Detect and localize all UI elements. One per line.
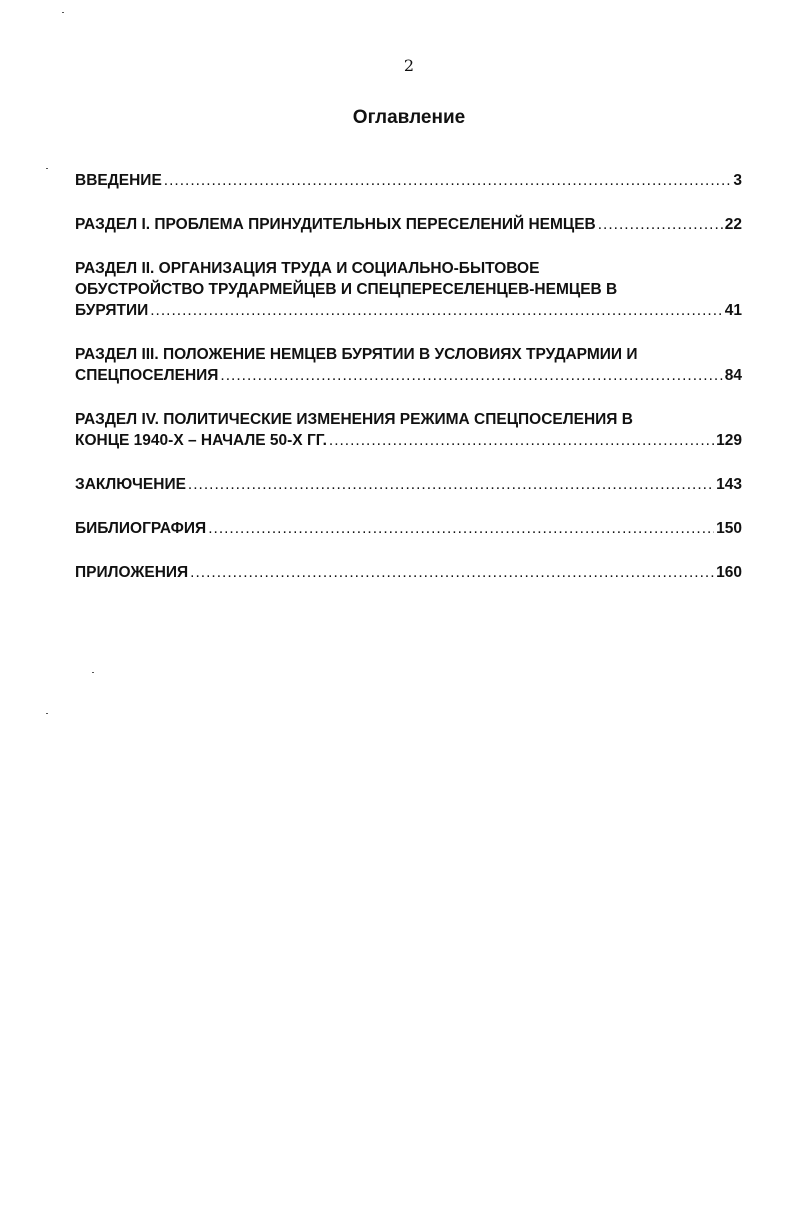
dot-leader	[150, 300, 723, 321]
toc-entry-text: ПРИЛОЖЕНИЯ	[75, 564, 189, 581]
toc-page-number: 150	[716, 520, 742, 537]
toc-page-number: 160	[716, 564, 742, 581]
toc-entry-text: РАЗДЕЛ III. ПОЛОЖЕНИЕ НЕМЦЕВ БУРЯТИИ В УСЛОВИЯХ ТРУДАРМИИ И	[75, 346, 638, 363]
toc-entry-section-3[interactable]	[75, 344, 742, 386]
scan-speck	[92, 672, 94, 673]
toc-page-number: 84	[724, 367, 742, 384]
toc-page-number: 129	[716, 432, 742, 449]
page-number: 2	[403, 56, 415, 75]
toc-entry-text: БИБЛИОГРАФИЯ	[75, 520, 207, 537]
table-of-contents	[75, 170, 742, 583]
scan-speck	[46, 713, 48, 714]
toc-entry-text: РАЗДЕЛ I. ПРОБЛЕМА ПРИНУДИТЕЛЬНЫХ ПЕРЕСЕЛЕНИЙ НЕМЦЕВ	[75, 216, 596, 233]
toc-entry-conclusion[interactable]	[75, 474, 742, 495]
dot-leader	[188, 474, 714, 495]
dot-leader	[598, 214, 723, 235]
toc-entry-bibliography[interactable]	[75, 518, 742, 539]
toc-page-number: 22	[724, 216, 742, 233]
toc-entry-text: ВВЕДЕНИЕ	[75, 172, 162, 189]
toc-page-number: 143	[716, 476, 742, 493]
dot-leader	[164, 170, 732, 191]
dot-leader	[329, 430, 714, 451]
toc-entry-text: БУРЯТИИ	[75, 302, 149, 319]
scan-speck	[46, 168, 48, 169]
toc-entry-text: РАЗДЕЛ II. ОРГАНИЗАЦИЯ ТРУДА И СОЦИАЛЬНО-БЫТОВОЕ	[75, 260, 540, 277]
dot-leader	[190, 562, 714, 583]
toc-entry-section-4[interactable]	[75, 409, 742, 451]
toc-entry-section-1[interactable]	[75, 214, 742, 235]
toc-entry-text: СПЕЦПОСЕЛЕНИЯ	[75, 367, 219, 384]
dot-leader	[220, 365, 722, 386]
toc-page-number: 41	[724, 302, 742, 319]
toc-page-number: 3	[733, 172, 742, 189]
toc-entry-section-2[interactable]	[75, 258, 742, 321]
scan-speck	[62, 12, 64, 13]
toc-entry-appendices[interactable]	[75, 562, 742, 583]
toc-entry-text: ОБУСТРОЙСТВО ТРУДАРМЕЙЦЕВ И СПЕЦПЕРЕСЕЛЕНЦЕВ-НЕМЦЕВ В	[75, 281, 618, 298]
toc-entry-text: КОНЦЕ 1940-Х – НАЧАЛЕ 50-Х ГГ.	[75, 432, 327, 449]
toc-entry-text: РАЗДЕЛ IV. ПОЛИТИЧЕСКИЕ ИЗМЕНЕНИЯ РЕЖИМА СПЕЦПОСЕЛЕНИЯ В	[75, 411, 633, 428]
dot-leader	[208, 518, 714, 539]
toc-entry-introduction[interactable]	[75, 170, 742, 191]
toc-title: Оглавление	[352, 107, 466, 128]
toc-entry-text: ЗАКЛЮЧЕНИЕ	[75, 476, 186, 493]
